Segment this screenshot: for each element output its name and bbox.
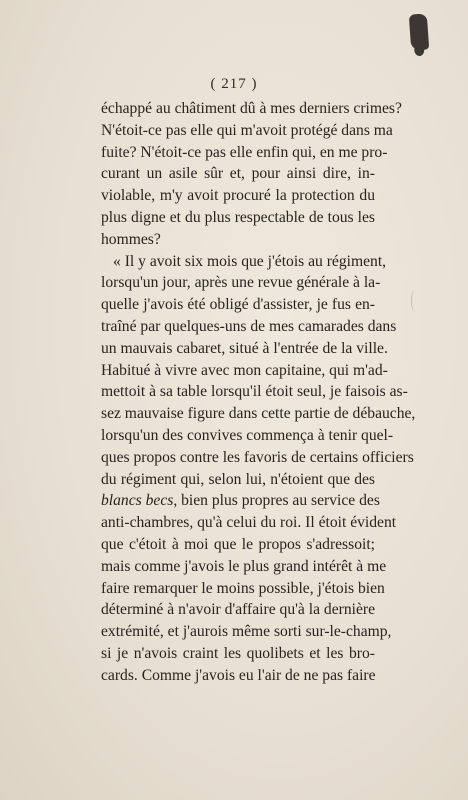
- text-line: [101, 556, 387, 578]
- line-text: extrémité, et j'aurois même sorti sur-le-champ,: [101, 623, 392, 641]
- text-line: [101, 229, 375, 251]
- text-line: [101, 425, 394, 447]
- text-line: [101, 338, 388, 360]
- line-text: quelle j'avois été obligé d'assister, je fus en-: [101, 296, 375, 314]
- line-text: si je n'avois craint les quolibets et les bro-: [101, 644, 375, 662]
- line-text: cards. Comme j'avois eu l'air de ne pas faire: [101, 666, 376, 684]
- text-line: [101, 294, 375, 316]
- line-text: curant un asile sûr et, pour ainsi dire, in-: [101, 165, 375, 183]
- line-text: du régiment qui, selon lui, n'étoient que des: [101, 470, 375, 488]
- line-text: faire remarquer le moins possible, j'étois bien: [101, 579, 385, 597]
- text-line: [101, 621, 392, 643]
- line-text: N'étoit-ce pas elle qui m'avoit protégé dans ma: [101, 121, 393, 139]
- text-line: [101, 207, 375, 229]
- ink-blot-mark: [409, 13, 429, 50]
- text-line: [101, 142, 388, 164]
- text-line: [101, 578, 385, 600]
- text-line: [101, 643, 375, 665]
- text-line: [101, 665, 375, 687]
- line-text: un mauvais cabaret, situé à l'entrée de la ville.: [101, 339, 388, 357]
- line-text: déterminé à n'avoir d'affaire qu'à la dernière: [101, 601, 375, 619]
- line-text: sez mauvaise figure dans cette partie de débauche,: [101, 405, 416, 423]
- line-text: que c'étoit à moi que le propos s'adressoit;: [101, 535, 375, 553]
- line-text: Habitué à vivre avec mon capitaine, qui m'ad-: [101, 361, 388, 379]
- line-text: , bien plus propres au service des: [173, 492, 380, 510]
- text-line: [101, 120, 393, 142]
- line-text: traîné par quelques-uns de mes camarades dans: [101, 317, 397, 335]
- line-text: « Il y avoit six mois que j'étois au régiment,: [113, 252, 387, 270]
- body-text: [101, 98, 416, 687]
- text-line: [101, 447, 414, 469]
- line-text: hommes?: [101, 230, 161, 248]
- italic-phrase: blancs becs: [101, 492, 174, 510]
- line-text: violable, m'y avoit procuré la protection du: [101, 187, 375, 205]
- line-text: anti-chambres, qu'à celui du roi. Il étoit évident: [101, 514, 397, 532]
- text-line: [101, 360, 388, 382]
- text-line: [101, 185, 375, 207]
- text-line: [101, 490, 380, 512]
- line-text: lorsqu'un jour, après une revue générale à la-: [101, 274, 381, 292]
- text-line: [101, 316, 397, 338]
- page-number: ( 217 ): [210, 76, 258, 92]
- text-line: [101, 403, 416, 425]
- line-text: échappé au châtiment dû à mes derniers crimes?: [101, 100, 402, 117]
- text-line: [101, 381, 408, 403]
- margin-pencil-mark: [411, 290, 418, 312]
- text-line: [101, 512, 397, 534]
- text-line: [101, 251, 387, 273]
- line-text: mettoit à sa table lorsqu'il étoit seul, je faisois as-: [101, 383, 408, 401]
- line-text: mais comme j'avois le plus grand intérêt à me: [101, 557, 387, 575]
- text-line: [101, 469, 375, 491]
- line-text: fuite? N'étoit-ce pas elle enfin qui, en me pro-: [101, 143, 388, 161]
- line-text: plus digne et du plus respectable de tous les: [101, 208, 375, 226]
- text-line: [101, 599, 375, 621]
- line-text: ques propos contre les favoris de certains officiers: [101, 448, 414, 466]
- text-line: [101, 272, 381, 294]
- line-text: lorsqu'un des convives commença à tenir quel-: [101, 426, 394, 444]
- text-line: [101, 163, 375, 185]
- text-line: [101, 534, 375, 556]
- text-line: [101, 98, 402, 120]
